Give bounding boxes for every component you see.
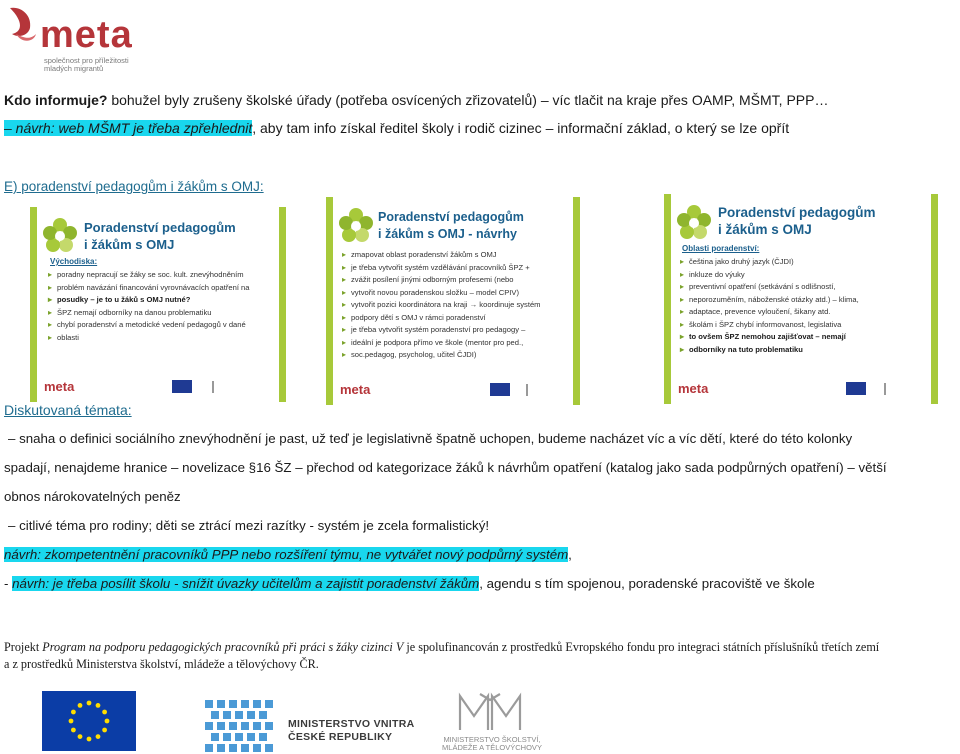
web-proposal-text: , aby tam info získal ředitel školy i rodič cizinec – informační základ, o který se lze opřít	[252, 120, 790, 136]
slide-thumbnail-2	[326, 197, 580, 405]
proposal-ppp-line	[4, 547, 572, 562]
slide3-title-1: Poradenství pedagogům	[718, 205, 876, 220]
who-informs-lead: Kdo informuje?	[4, 92, 108, 108]
slide1-meta-logo: meta	[44, 379, 75, 394]
proposal-school-end: , agendu s tím spojenou, poradenské pracoviště ve škole	[479, 576, 815, 591]
slide2-title-2: i žákům s OMJ - návrhy	[378, 227, 517, 241]
slide2-item: ▸ je třeba vytvořit systém vzdělávání pracovníků ŠPZ +	[342, 262, 541, 275]
slide2-title	[378, 209, 524, 243]
slide3-item: ▸ to ovšem ŠPZ nemohou zajišťovat – nemají	[680, 331, 859, 344]
web-proposal-highlight: – návrh: web MŠMT je třeba zpřehlednit	[4, 120, 253, 136]
slide1-ministry-icon	[212, 381, 234, 393]
eu-stars-icon	[42, 691, 136, 751]
slide1-title-2: i žákům s OMJ	[84, 237, 175, 252]
proposal-school-dash: -	[4, 576, 13, 591]
project-note-program: Program na podporu pedagogických pracovníků při práci s žáky cizinci V	[42, 640, 404, 654]
slide2-item: ▸ vytvořit novou poradenskou složku – model CPIV)	[342, 287, 541, 300]
slide2-list	[342, 249, 541, 362]
ministry-education-name-1: MINISTERSTVO ŠKOLSTVÍ,	[443, 735, 541, 744]
slide3-ministry-icon	[884, 383, 906, 395]
who-informs-line	[4, 92, 828, 108]
slide1-title	[84, 219, 236, 253]
slide3-item: ▸ inkluze do výuky	[680, 269, 859, 282]
ministry-education-monogram-icon	[440, 690, 540, 736]
slide3-title	[718, 204, 876, 238]
ministry-interior-name	[288, 718, 414, 744]
project-note-prefix: Projekt	[4, 640, 43, 654]
slide2-item: ▸ soc.pedagog, psycholog, učitel ČJDI)	[342, 349, 541, 362]
slide1-title-1: Poradenství pedagogům	[84, 220, 236, 235]
slide-rail-right	[279, 207, 286, 402]
slide1-item: ▸ chybí poradenství a metodické vedení pedagogů v dané	[48, 319, 250, 332]
slide3-item: ▸ neporozuměním, náboženské otázky atd.) – klima,	[680, 294, 859, 307]
slide2-item: ▸ vytvořit pozici koordinátora na kraji → koordinuje systém	[342, 299, 541, 312]
slide3-item: ▸ adaptace, prevence vyloučení, šikany atd.	[680, 306, 859, 319]
slide3-item: ▸ školám i ŠPZ chybí informovanost, legislativa	[680, 319, 859, 332]
web-proposal-line	[4, 120, 789, 136]
slide1-eu-flag-icon	[172, 380, 192, 393]
eu-flag-icon	[42, 691, 136, 751]
ministry-interior-name-2: ČESKÉ REPUBLIKY	[288, 731, 393, 743]
topic-line-4: – citlivé téma pro rodiny; děti se ztrácí mezi razítky - systém je zcela formalistický!	[8, 518, 490, 533]
slide-rail-right	[573, 197, 580, 405]
slide-rail-left	[326, 197, 333, 405]
slide3-meta-logo: meta	[678, 381, 709, 396]
slide2-item: ▸ podpory dětí s OMJ v rámci poradenství	[342, 312, 541, 325]
proposal-ppp-highlight: návrh: zkompetentnění pracovníků PPP nebo rozšíření týmu, ne vytvářet nový podpůrný systém	[4, 547, 569, 562]
topic-line-2: spadají, nenajdeme hranice – novelizace §16 ŠZ – přechod od kategorizace žáků k návrhům opatření (katalog jako sada podpůrných opatření) – větší	[4, 460, 887, 475]
slide2-footer	[340, 379, 566, 401]
slide2-ministry-icon	[526, 384, 548, 396]
who-informs-text: bohužel byly zrušeny školské úřady (potřeba osvícených zřizovatelů) – víc tlačit na kraje přes OAMP, MŠMT, PPP…	[107, 92, 829, 108]
discussed-topics-heading: Diskutovaná témata:	[4, 402, 132, 418]
proposal-school-line	[4, 576, 815, 591]
slide2-item: ▸ ideální je podpora přímo ve škole (mentor pro ped.,	[342, 337, 541, 350]
ministry-interior-emblem-icon	[205, 700, 281, 752]
slide3-list	[680, 256, 859, 356]
topic-line-3: obnos nárokovatelných peněz	[4, 489, 181, 504]
slide3-title-2: i žákům s OMJ	[718, 222, 812, 237]
slide3-item: ▸ odborníky na tuto problematiku	[680, 344, 859, 357]
project-note-line-2: a z prostředků Ministerstva školství, mládeže a tělovýchovy ČR.	[4, 657, 319, 671]
ministry-education-name-2: MLÁDEŽE A TĚLOVÝCHOVY	[442, 743, 542, 752]
slide2-item: ▸ zmapovat oblast poradenství žákům s OMJ	[342, 249, 541, 262]
section-e-heading: E) poradenství pedagogům i žákům s OMJ:	[4, 179, 264, 194]
meta-logo-tagline	[44, 57, 129, 73]
slide1-item: ▸ poradny nepracují se žáky se soc. kult. znevýhodněním	[48, 269, 250, 282]
slide-thumbnail-3	[664, 194, 938, 404]
slide2-item: ▸ zvážit posílení jinými odborným profesemi (nebo	[342, 274, 541, 287]
meta-logo-word: meta	[40, 14, 133, 56]
slide3-item: ▸ čeština jako druhý jazyk (ČJDI)	[680, 256, 859, 269]
project-note-funding: je spolufinancován z prostředků Evropského fondu pro integraci státních příslušníků třetích zemí	[403, 640, 880, 654]
meta-logo	[6, 4, 156, 84]
slide1-item: ▸ problém navázání financování vyrovnávacích opatření na	[48, 282, 250, 295]
meta-tagline-2: mladých migrantů	[44, 64, 104, 73]
slide1-item: ▸ ŠPZ nemají odborníky na danou problematiku	[48, 307, 250, 320]
slide3-item: ▸ preventivní opatření (setkávání s odlišností,	[680, 281, 859, 294]
slide1-footer	[44, 376, 272, 398]
topic-line-1: – snaha o definici sociálního znevýhodnění je past, už teď je legislativně špatně uchopen, budeme nacházet víc a víc dětí, které do této kolonky	[8, 431, 853, 446]
slide-rail-right	[931, 194, 938, 404]
slide-thumbnail-1	[30, 207, 286, 402]
proposal-ppp-end: ,	[568, 547, 572, 562]
slide3-eu-flag-icon	[846, 382, 866, 395]
slide2-item: ▸ je třeba vytvořit systém poradenství pro pedagogy –	[342, 324, 541, 337]
meta-logo-mark-icon	[6, 4, 40, 44]
slide3-subhead: Oblasti poradenství:	[682, 244, 760, 253]
meta-tagline-1: společnost pro příležitosti	[44, 56, 129, 65]
slide2-eu-flag-icon	[490, 383, 510, 396]
slide-rail-left	[30, 207, 37, 402]
slide3-footer	[678, 378, 924, 400]
slide-flower-icon	[676, 204, 712, 240]
slide1-subhead: Východiska:	[50, 257, 98, 266]
slide1-item: ▸ oblasti	[48, 332, 250, 345]
slide-rail-left	[664, 194, 671, 404]
slide1-list	[48, 269, 250, 344]
slide1-item: ▸ posudky – je to u žáků s OMJ nutné?	[48, 294, 250, 307]
slide2-title-1: Poradenství pedagogům	[378, 210, 524, 224]
ministry-education-name	[432, 736, 552, 752]
project-note-line-1	[4, 640, 879, 655]
proposal-school-highlight: návrh: je třeba posílit školu - snížit úvazky učitelům a zajistit poradenství žákům	[12, 576, 480, 591]
slide2-meta-logo: meta	[340, 382, 371, 397]
slide-flower-icon	[338, 207, 374, 243]
slide-flower-icon	[42, 217, 78, 253]
ministry-interior-name-1: MINISTERSTVO VNITRA	[288, 718, 415, 730]
